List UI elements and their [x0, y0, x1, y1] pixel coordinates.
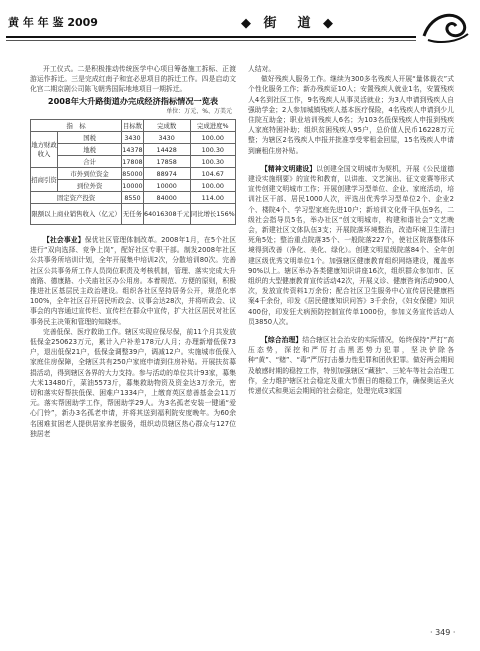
table-row	[31, 132, 236, 144]
left-column	[30, 64, 236, 439]
row-pct: 114.00	[190, 192, 235, 204]
table-unit: 单位：万元、%、万美元	[166, 107, 232, 115]
group-fiscal: 地方财政收入	[31, 132, 58, 168]
welfare-paragraph: 完善低保、医疗救助工作。辖区实现应保尽保，前11个月共发放低保金250623万元，累计入户补差178元/人月；办理新增低保73户，退出低保21户，低保金调整39户，调减12户。实施城市低保入家庭住房保障，全辖区共有250户家庭申请到住房补贴。开展扶贫募捐活动，得到辖区各界的大力支持。参与活动的单位共计93家，募集大米13480斤，菜油5573斤，募集救助物资及资金达3万余元，密切和落实好帮扶低保、困难户1334户，上缴育英区慈善基金会11万元。落实帮困助学工作，帮困助学29人。为3名孤老安装一键通“爱心门铃”，新办3名孤老申请，并将其送到福利院安度晚年。为60余名困难贫困老人提供居家养老服务，组织动员辖区热心群众与127位独居老	[30, 327, 236, 438]
section-tag: 【精神文明建设】	[261, 164, 317, 173]
header-rule-thin	[6, 40, 416, 41]
paragraph-text: 以创建全国文明城市为契机，开展《公民道德建设实施纲要》的宣传和教育，以讲座、文艺演出、征文竞赛等形式宣传创建文明城市工作；开展创建学习型单位、企业、家庭活动，培训社区干部、居民1000人次，评选出优秀学习型单位2个、企业2个、楼院4个、学习型家庭先进10户；新培训文化骨干队伍9名，二级社会指导员5名，举办社区“创文明城市，构建和谐社会”文艺晚会，新建社区文体队伍3支；开展院落环境整治，改造环境卫生清扫死角5处；整治重点院落35个、一般院落227个，使社区院落整体环境得到改善（净化、美化、绿化）。创建文明星级院落84个、全年创建区级优秀文明单位1个。加强辖区健康教育组织网络建设，覆盖率90%以上。辖区举办各类健康知识讲座16次，组织群众参加市、区组织的大型健康教育宣传活动42次，开展义诊、健康咨询活动900人次，发放宣传资料1万余份；配合社区卫生服务中心宣传居民健康档案4千余份，印发《居民健康知识问答》3千余份，《妇女保健》知识400份，印发狂犬病预防控制宣传单1000份，参加义务宣传活动人员3850人次。	[248, 164, 454, 326]
group-investment: 招商引资	[31, 168, 58, 192]
running-header	[6, 6, 474, 48]
row-label: 限额以上商业销售收入（亿元）	[31, 204, 122, 225]
yearbook-title: 黄 年 年 鉴 2009	[8, 16, 98, 29]
intro-paragraph: 开工仪式。二是积极推动传统医学中心项目筹备施工拆标、正渡游运作拆迁。三是完成红南子和宜必思项目的拆迁工作。四是启动文化宫二期京剧公司陈飞朝秀国际地地项目一期拆迁。	[30, 65, 236, 94]
row-label: 到位外资	[58, 180, 122, 192]
header-rule	[6, 36, 416, 38]
row-target: 17808	[122, 157, 143, 166]
row-pct: 100.30	[190, 144, 235, 156]
paragraph-text: 保优社区管理体制改革。2008年1月，在5个社区进行“双向选择、竞争上岗”，配好社区专职干部。制发2008年社区公共事务所培训计划，全年开展集中培训2次，分散培训80次。完善社区公共事务所工作人员岗位职责及考核机制，管理、落实完成大升南路、德康路、小关庙社区办公用房。本着规范、方便的原则，积极推进社区基层民主政治建设。组织各社区坚持居务公开，规范化率100%，全年社区召开居民听政会、议事会达28次，并将听政会、议事会的内容通过宣传栏、宣传栏在群众中宣传，扩大社区居民对社区事务民主决策和管理的知晓率。	[30, 236, 236, 326]
section-title: ◆ 街 道 ◆	[241, 16, 338, 31]
row-pct: 104.67	[190, 168, 235, 180]
row-done: 17858	[143, 156, 190, 168]
table-row	[31, 180, 236, 192]
governance-paragraph	[248, 335, 454, 396]
row-done: 3430	[143, 132, 190, 144]
row-done: 88974	[143, 168, 190, 180]
table-row	[31, 168, 236, 180]
table-row	[31, 156, 236, 168]
row-pct: 100.00	[190, 132, 235, 144]
row-label: 国税	[58, 132, 122, 144]
row-done: 84000	[143, 192, 190, 204]
row-target: 10000	[122, 181, 143, 190]
paragraph-text: 结合辖区社会治安的实际情况，始终保持“严打”高压态势，深挖和严厉打击黑恶势力犯罪，坚决铲除各种“黄”、“赌”、“毒”严厉打击暴力性犯罪和团伙犯罪。做好两会期间及敏感时期的稳控工作，特别加强辖区“藏独”、三轮车等社会治理工作，全力维护辖区社会稳定及重大节假日的维稳工作，确保奥运圣火传递仪式和奥运会期间的社会稳定，处理完成3家国	[248, 336, 455, 396]
indicator-table	[30, 119, 236, 225]
right-column	[248, 64, 454, 396]
row-pct: 100.00	[190, 180, 235, 192]
social-affairs-paragraph	[30, 235, 236, 327]
row-label: 地税	[58, 144, 122, 156]
row-done: 10000	[143, 180, 190, 192]
row-target: 14378	[122, 145, 143, 154]
row-pct: 100.30	[190, 156, 235, 168]
row-label: 市外到位资金	[58, 168, 122, 180]
page-number: · 349 ·	[430, 628, 456, 637]
table-title: 2008年大升路街道办完成经济指标情况一览表	[47, 95, 219, 106]
section-tag: 【社会事业】	[43, 236, 85, 245]
row-label: 固定资产投资	[31, 192, 122, 204]
row-target: 85000	[122, 169, 143, 178]
row-done: 64016308千元	[143, 204, 190, 225]
disability-paragraph: 做好残疾人服务工作。继续为300多名残疾人开展“量体裁衣”式个性化服务工作；新办残疾证10人；安置残疾人就业1名，安置残疾人4名到社区工作，9名残疾人从事灵活就业；为3人申请到残疾人自强助学金；2人参加城镇残疾人基本医疗保险，4名残疾人申请到少儿住院互助金；职业培训残疾人6名；为103名低保残疾人申报到残疾人家庭特困补助；组织贫困残疾人95户，总价值人民币16228万元整；为辖区2名残疾人申报并批准享受零租金回屋，15名残疾人申请到廉租住房补贴。	[248, 75, 454, 155]
continuation-text: 人结对。	[248, 65, 276, 73]
table-row	[31, 144, 236, 156]
table-header-row	[31, 120, 236, 132]
header-target: 目标数	[122, 121, 143, 130]
row-done: 14428	[143, 144, 190, 156]
header-indicator: 指 标	[31, 120, 122, 132]
row-pct: 同比增长156%	[190, 204, 235, 225]
swirl-ornament-icon	[418, 6, 472, 46]
row-label: 合计	[58, 156, 122, 168]
section-tag: 【综合治理】	[261, 336, 303, 345]
header-done: 完成数	[143, 120, 190, 132]
table-row	[31, 192, 236, 204]
civilization-paragraph	[248, 164, 454, 327]
table-row	[31, 204, 236, 225]
row-target: 无任务	[122, 204, 144, 225]
row-target: 3430	[122, 132, 144, 144]
row-target: 8550	[122, 192, 144, 204]
header-pct: 完成进度%	[190, 120, 235, 132]
